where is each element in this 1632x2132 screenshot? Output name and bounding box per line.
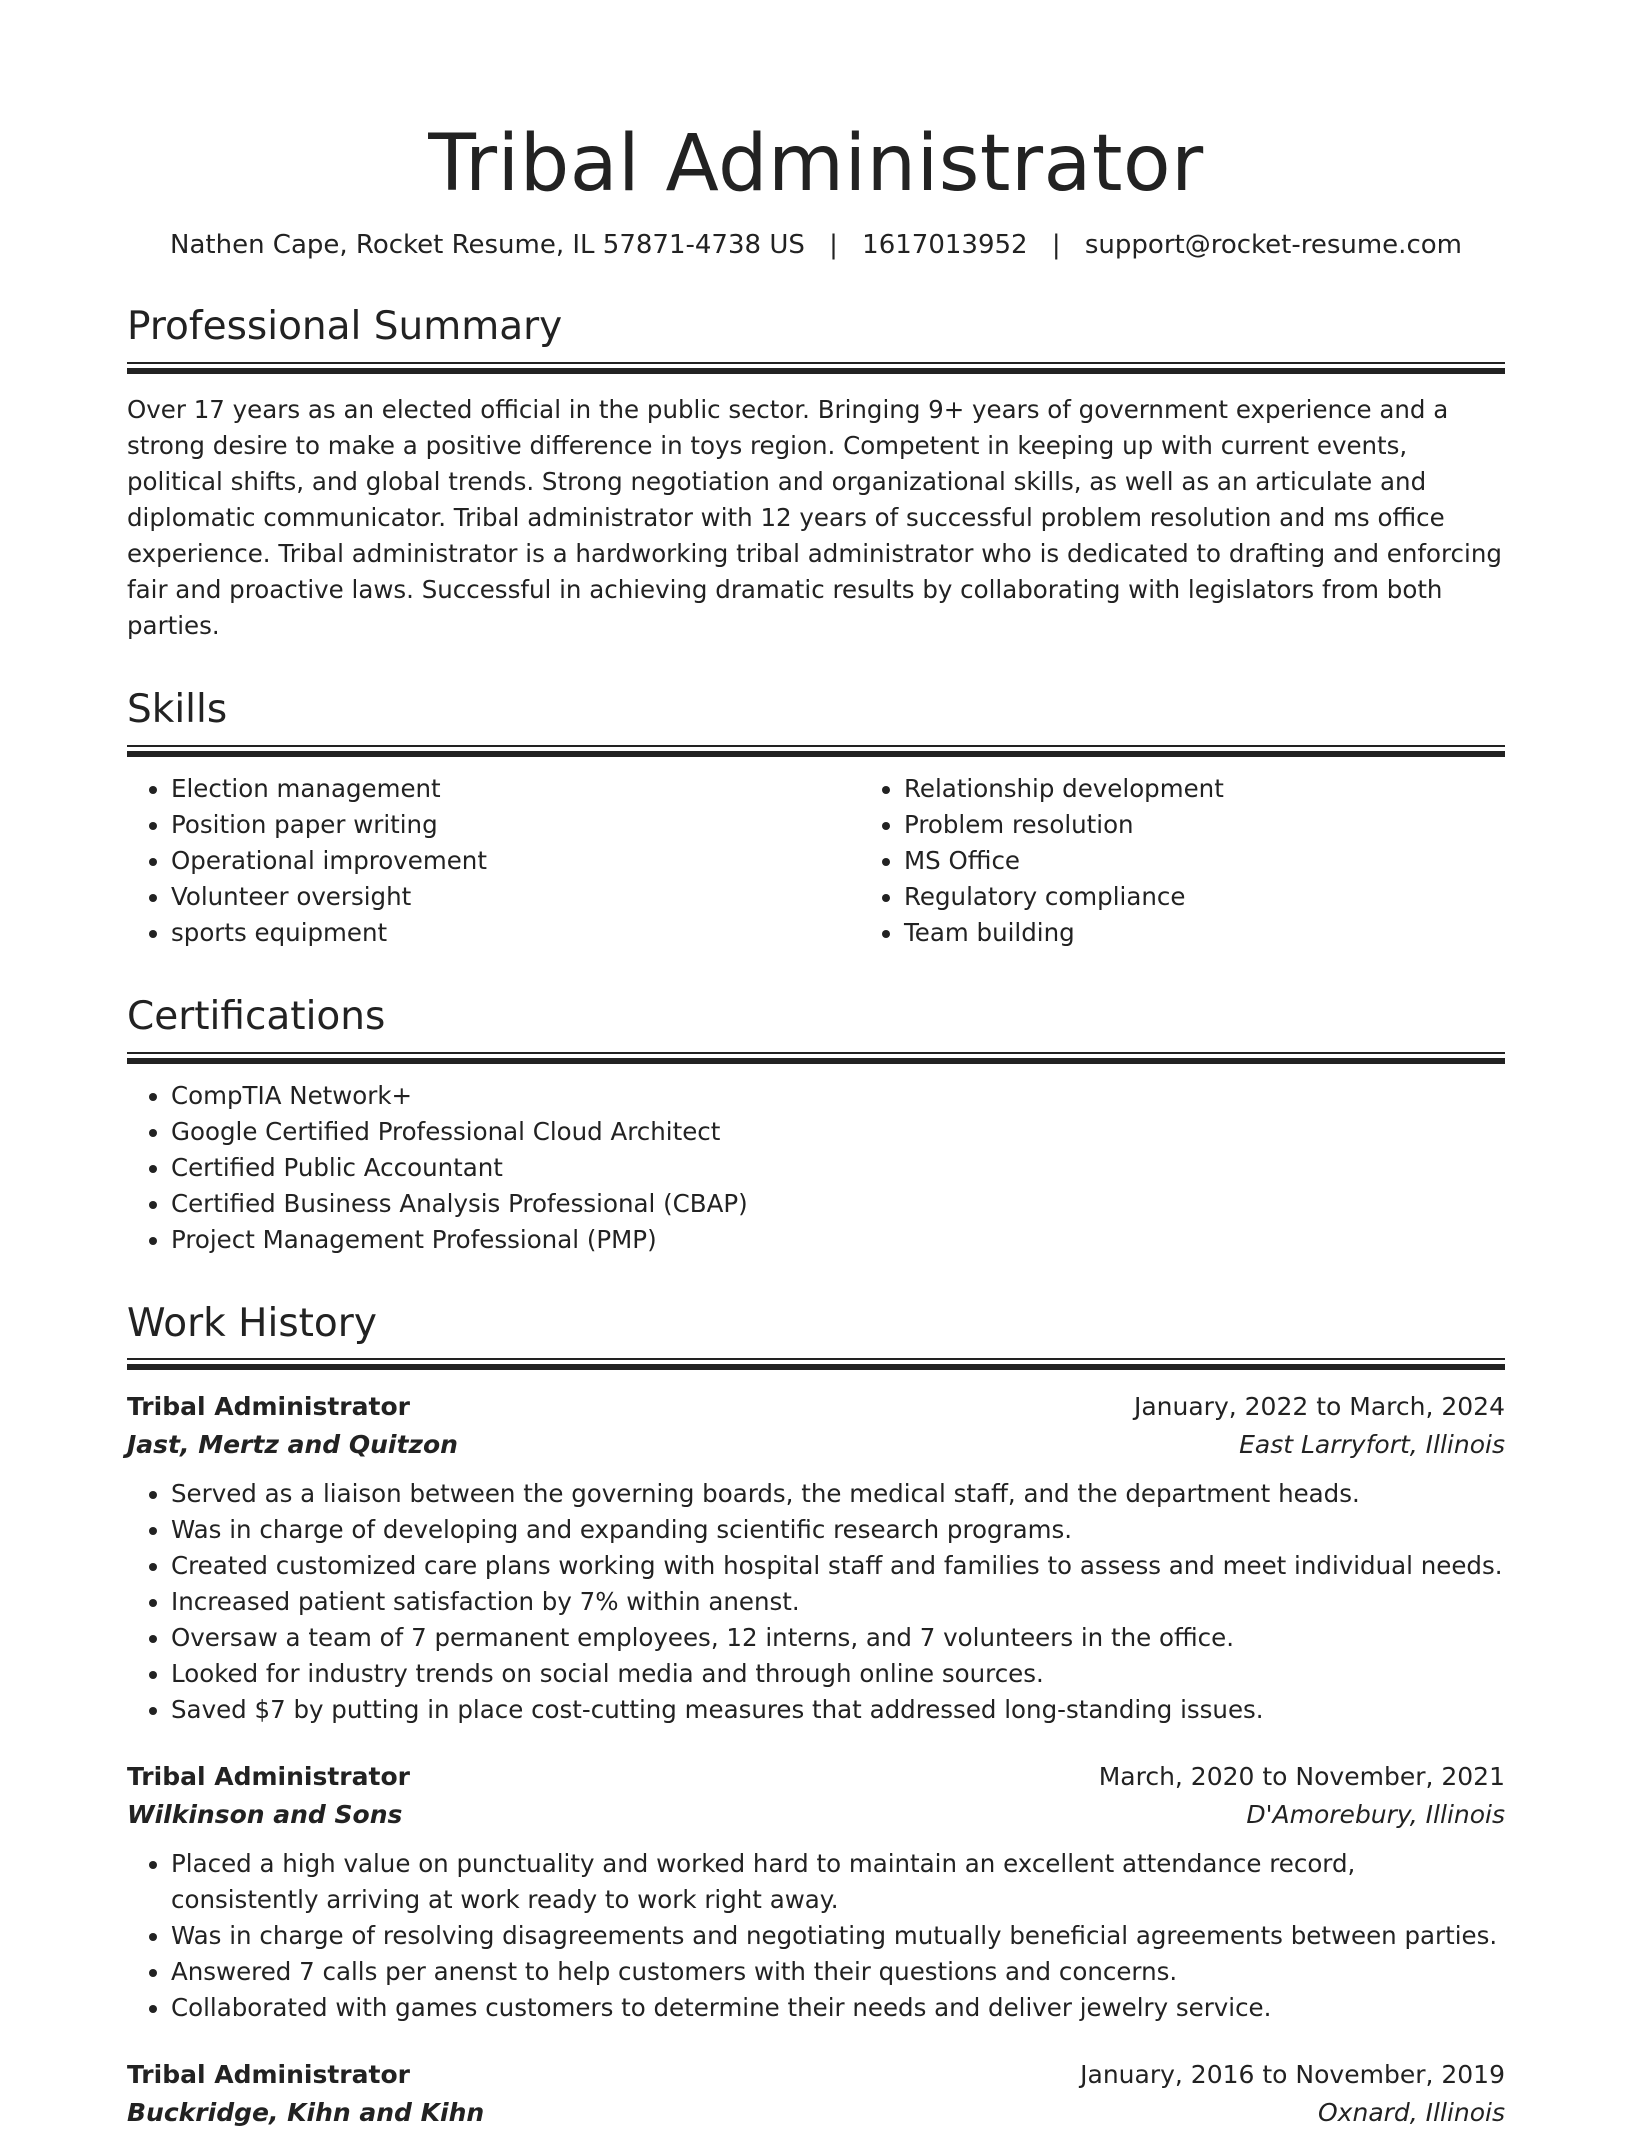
job-bullet: • Collaborated with games customers to determine their needs and deliver jewelry service. bbox=[171, 1990, 1505, 2026]
job-bullet: • Increased patient satisfaction by 7% within anenst. bbox=[171, 1584, 1505, 1620]
job-dates: January, 2022 to March, 2024 bbox=[1133, 1392, 1505, 1422]
job-header-row bbox=[127, 1758, 1505, 1796]
job-company-row bbox=[127, 2094, 1505, 2132]
job-location: Oxnard, Illinois bbox=[1318, 2098, 1505, 2128]
work-history-section-header bbox=[127, 1302, 1505, 1371]
job-title: Tribal Administrator bbox=[127, 2060, 410, 2090]
certification-item: • Certified Business Analysis Professional (CBAP) bbox=[171, 1186, 1505, 1222]
contact-address: Nathen Cape, Rocket Resume, IL 57871-4738 US bbox=[170, 229, 805, 260]
job-bullets bbox=[127, 1476, 1505, 1728]
skill-item: • Election management bbox=[171, 771, 860, 807]
job-bullet: • Placed a high value on punctuality and worked hard to maintain an excellent attendance record, consistently arriving at work ready to work right away. bbox=[171, 1846, 1505, 1918]
job-bullet: • Served as a liaison between the governing boards, the medical staff, and the department heads. bbox=[171, 1476, 1505, 1512]
job-entry bbox=[127, 1388, 1505, 1728]
job-bullet: • Answered 7 calls per anenst to help customers with their questions and concerns. bbox=[171, 1954, 1505, 1990]
job-bullets bbox=[127, 1846, 1505, 2026]
skill-item: • Problem resolution bbox=[904, 807, 1593, 843]
job-entry bbox=[127, 2056, 1505, 2132]
certifications-list bbox=[127, 1078, 1505, 1258]
certification-item: • Google Certified Professional Cloud Architect bbox=[171, 1114, 1505, 1150]
job-bullet: • Was in charge of developing and expanding scientific research programs. bbox=[171, 1512, 1505, 1548]
certifications-section-header bbox=[127, 995, 1505, 1064]
summary-heading: Professional Summary bbox=[127, 303, 563, 349]
skills-section-header bbox=[127, 688, 1505, 757]
job-title: Tribal Administrator bbox=[127, 1392, 410, 1422]
contact-separator: | bbox=[1051, 229, 1061, 260]
work-history-heading: Work History bbox=[127, 1300, 377, 1346]
job-title: Tribal Administrator bbox=[127, 1762, 410, 1792]
job-location: D'Amorebury, Illinois bbox=[1246, 1800, 1505, 1830]
skills-left-list bbox=[127, 771, 860, 951]
contact-phone: 1617013952 bbox=[862, 229, 1028, 260]
skills-right-list bbox=[860, 771, 1593, 951]
job-bullet: • Created customized care plans working with hospital staff and families to assess and meet individual needs. bbox=[171, 1548, 1505, 1584]
contact-email: support@rocket-resume.com bbox=[1084, 229, 1462, 260]
certification-item: • Project Management Professional (PMP) bbox=[171, 1222, 1505, 1258]
skill-item: • Operational improvement bbox=[171, 843, 860, 879]
section-divider bbox=[127, 362, 1505, 374]
section-divider bbox=[127, 745, 1505, 757]
skill-item: • Regulatory compliance bbox=[904, 879, 1593, 915]
summary-section-header bbox=[127, 305, 1505, 374]
job-company: Jast, Mertz and Quitzon bbox=[127, 1430, 458, 1460]
job-header-row bbox=[127, 2056, 1505, 2094]
job-header-row bbox=[127, 1388, 1505, 1426]
job-dates: March, 2020 to November, 2021 bbox=[1098, 1762, 1505, 1792]
job-dates: January, 2016 to November, 2019 bbox=[1080, 2060, 1505, 2090]
skill-item: • MS Office bbox=[904, 843, 1593, 879]
skill-item: • sports equipment bbox=[171, 915, 860, 951]
job-company-row bbox=[127, 1426, 1505, 1464]
resume-title: Tribal Administrator bbox=[428, 119, 1204, 209]
summary-text: Over 17 years as an elected official in the public sector. Bringing 9+ years of government experience and a strong desire to make a positive difference in toys region. Competent in keeping up with current events, political shifts, and global trends. Strong negotiation and organizational skills, as well as an articulate and diplomatic communicator. Tribal administrator with 12 years of successful problem resolution and ms office experience. Tribal administrator is a hardworking tribal administrator who is dedicated to drafting and enforcing fair and proactive laws. Successful in achieving dramatic results by collaborating with legislators from both parties. bbox=[127, 394, 1502, 640]
contact-line bbox=[127, 230, 1505, 261]
skill-item: • Position paper writing bbox=[171, 807, 860, 843]
job-company-row bbox=[127, 1796, 1505, 1834]
skills-heading: Skills bbox=[127, 686, 228, 732]
skill-item: • Relationship development bbox=[904, 771, 1593, 807]
certifications-heading: Certifications bbox=[127, 993, 386, 1039]
job-company: Buckridge, Kihn and Kihn bbox=[127, 2098, 485, 2128]
job-bullet: • Oversaw a team of 7 permanent employees, 12 interns, and 7 volunteers in the office. bbox=[171, 1620, 1505, 1656]
section-divider bbox=[127, 1052, 1505, 1064]
certification-item: • CompTIA Network+ bbox=[171, 1078, 1505, 1114]
skill-item: • Team building bbox=[904, 915, 1593, 951]
job-bullet: • Was in charge of resolving disagreements and negotiating mutually beneficial agreements between parties. bbox=[171, 1918, 1505, 1954]
job-location: East Larryfort, Illinois bbox=[1239, 1430, 1505, 1460]
section-divider bbox=[127, 1358, 1505, 1370]
skill-item: • Volunteer oversight bbox=[171, 879, 860, 915]
job-company: Wilkinson and Sons bbox=[127, 1800, 403, 1830]
job-bullet: • Saved $7 by putting in place cost-cutting measures that addressed long-standing issues. bbox=[171, 1692, 1505, 1728]
certification-item: • Certified Public Accountant bbox=[171, 1150, 1505, 1186]
job-bullet: • Looked for industry trends on social media and through online sources. bbox=[171, 1656, 1505, 1692]
skills-columns bbox=[127, 771, 1505, 951]
job-entry bbox=[127, 1758, 1505, 2026]
contact-separator: | bbox=[829, 229, 838, 260]
